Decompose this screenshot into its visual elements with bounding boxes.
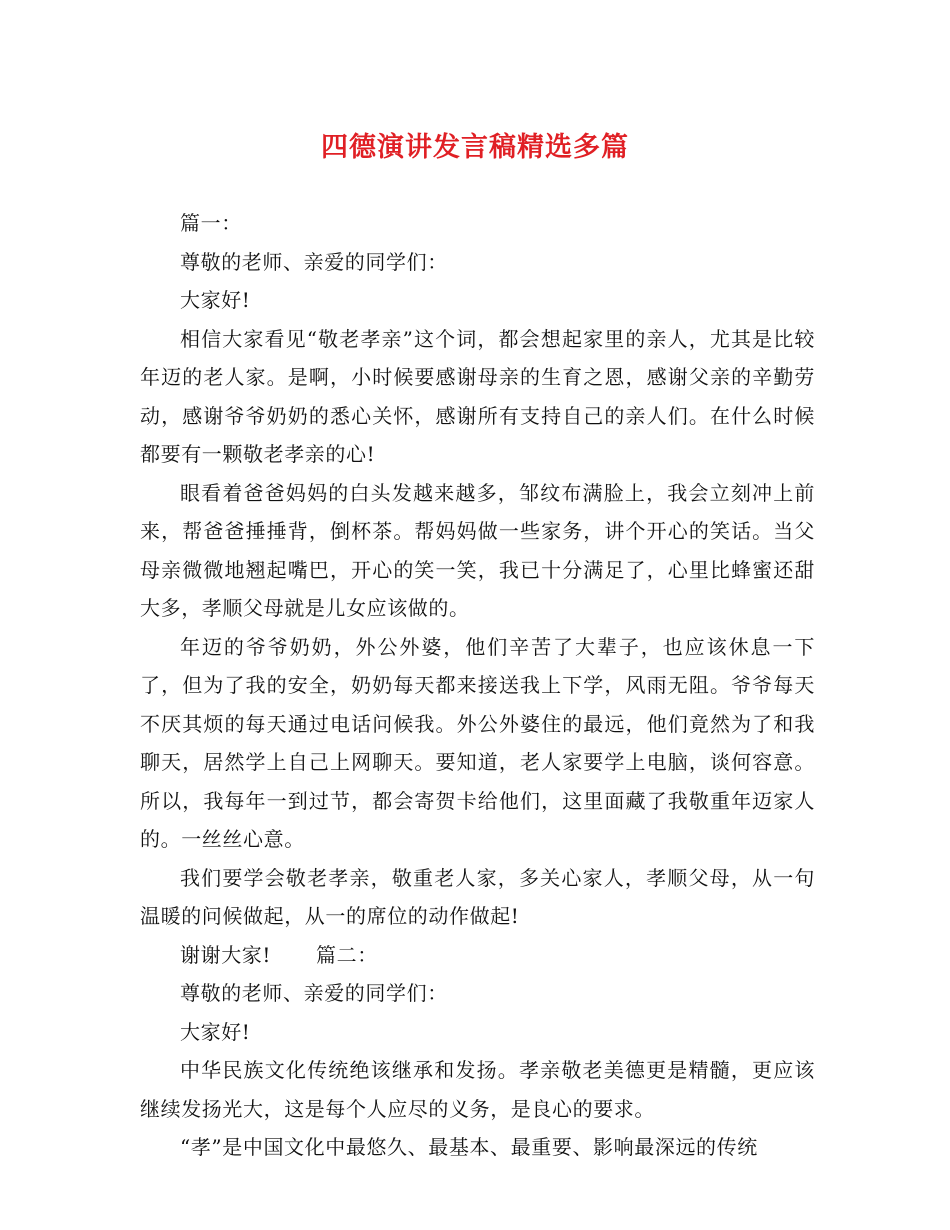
closing-line [140, 936, 815, 975]
section-heading-2: 篇二： [316, 942, 378, 967]
document-body [140, 204, 815, 1167]
greeting: 大家好! [180, 288, 251, 312]
salutation: 尊敬的老师、亲爱的同学们： [180, 249, 448, 274]
paragraph: 眼看着爸爸妈妈的白头发越来越多，邹纹布满脸上，我会立刻冲上前来，帮爸爸捶捶背，倒杯茶。帮妈妈做一些家务，讲个开心的笑话。当父母亲微微地翘起嘴巴，开心的笑一笑，我已十分满足了，心里比蜂蜜还甜大多，孝顺父母就是儿女应该做的。 [140, 480, 815, 620]
paragraph: 相信大家看见“敬老孝亲”这个词，都会想起家里的亲人，尤其是比较年迈的老人家。是啊，小时候要感谢母亲的生育之恩，感谢父亲的辛勤劳动，感谢爷爷奶奶的悉心关怀，感谢所有支持自己的亲人们。在什么时候都要有一颗敬老孝亲的心! [140, 326, 815, 466]
paragraph: 年迈的爷爷奶奶，外公外婆，他们辛苦了大辈子，也应该休息一下了，但为了我的安全，奶奶每天都来接送我上下学，风雨无阻。爷爷每天不厌其烦的每天通过电话问候我。外公外婆住的最远，他们竟然为了和我聊天，居然学上自己上网聊天。要知道，老人家要学上电脑，谈何容意。所以，我每年一到过节，都会寄贺卡给他们，这里面藏了我敬重年迈家人的。一丝丝心意。 [140, 634, 815, 851]
thanks-text: 谢谢大家! [180, 942, 272, 967]
paragraph: 我们要学会敬老孝亲，敬重老人家，多关心家人，孝顺父母，从一句温暖的问候做起，从一的席位的动作做起! [140, 865, 815, 928]
paragraph: “孝”是中国文化中最悠久、最基本、最重要、影响最深远的传统 [180, 1135, 758, 1159]
paragraph: 中华民族文化传统绝该继承和发扬。孝亲敬老美德更是精髓，更应该继续发扬光大，这是每个人应尽的义务，是良心的要求。 [140, 1058, 815, 1121]
salutation: 尊敬的老师、亲爱的同学们： [180, 981, 448, 1005]
greeting: 大家好! [180, 1019, 251, 1044]
document-title: 四德演讲发言稿精选多篇 [321, 132, 629, 163]
section-heading-1: 篇一： [180, 211, 242, 235]
